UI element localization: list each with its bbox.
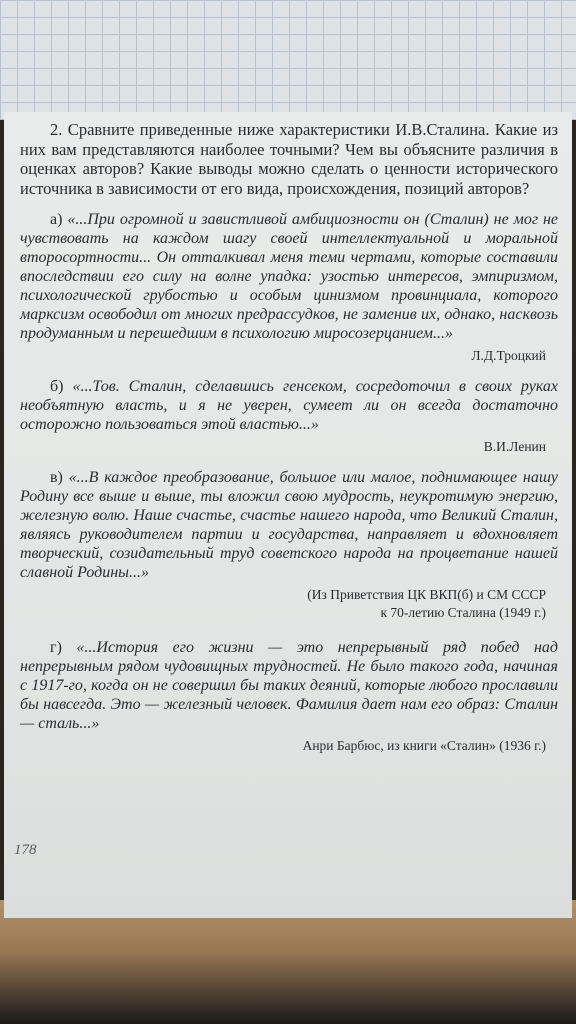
quote-d-text: «...История его жизни — это непрерывный ряд побед над непрерывным рядом чудовищных трудностей. Не было такого года, начиная с 1917-го, когда он не совершил бы таких деяний, которые любого прославили бы навсегда. Это — железный человек. Фамилия дает нам его образ: Сталин — сталь...» xyxy=(20,639,559,732)
quote-a-author: Л.Д.Троцкий xyxy=(471,348,546,363)
quote-c xyxy=(20,468,558,582)
quote-d-author: Анри Барбюс, из книги «Сталин» (1936 г.) xyxy=(302,738,546,753)
quote-a-text: «...При огромной и завистливой амбициозности он (Сталин) не мог не чувствовать на каждом шагу своей интеллектуальной и моральной второсортности... Он отталкивал меня теми чертами, которые составили впоследствии его силу на волне упадка: узостью интересов, эмпиризмом, психологической грубостью и особым цинизмом провинциала, которого марксизм освободил от многих предрассудков, не заменив их, однако, насквозь продуманным и перешедшим в психологию миросозерцанием...» xyxy=(20,211,559,342)
quote-a-marker: а) xyxy=(50,211,63,228)
quote-b-marker: б) xyxy=(50,378,64,395)
quote-d xyxy=(20,638,558,733)
quote-b xyxy=(20,377,558,434)
quote-c-source-line2: к 70-летию Сталина (1949 г.) xyxy=(380,605,546,620)
quote-a xyxy=(20,210,558,343)
grid-notebook-background xyxy=(0,0,576,120)
quote-b-text: «...Тов. Сталин, сделавшись генсеком, сосредоточил в своих руках необъятную власть, и я не уверен, сумеет ли он всегда достаточно осторожно пользоваться этой властью...» xyxy=(20,378,559,433)
question-text: 2. Сравните приведенные ниже характеристики И.В.Сталина. Какие из них вам представляются наиболее точными? Чем вы объясните различия в оценках авторов? Какие выводы можно сделать о ценности исторического источника в зависимости от его вида, происхождения, позиций авторов? xyxy=(20,120,558,198)
quote-d-marker: г) xyxy=(50,639,62,656)
textbook-page xyxy=(4,112,572,918)
wooden-desk xyxy=(0,900,576,1024)
quote-c-text: «...В каждое преобразование, большое или малое, поднимающее нашу Родину все выше и выше, ты вложил свою мудрость, неукротимую энергию, железную волю. Наше счастье, счастье нашего народа, что Великий Сталин, являясь руководителем партии и государства, направляет и вдохновляет творческий, созидательный труд советского народа на процветание нашей славной Родины...» xyxy=(20,469,559,581)
quote-c-source xyxy=(20,586,546,622)
quote-b-author: В.И.Ленин xyxy=(483,439,546,454)
page-number: 178 xyxy=(14,842,37,858)
quote-c-marker: в) xyxy=(50,469,63,486)
quote-c-source-line1: (Из Приветствия ЦК ВКП(б) и СМ СССР xyxy=(307,587,546,602)
